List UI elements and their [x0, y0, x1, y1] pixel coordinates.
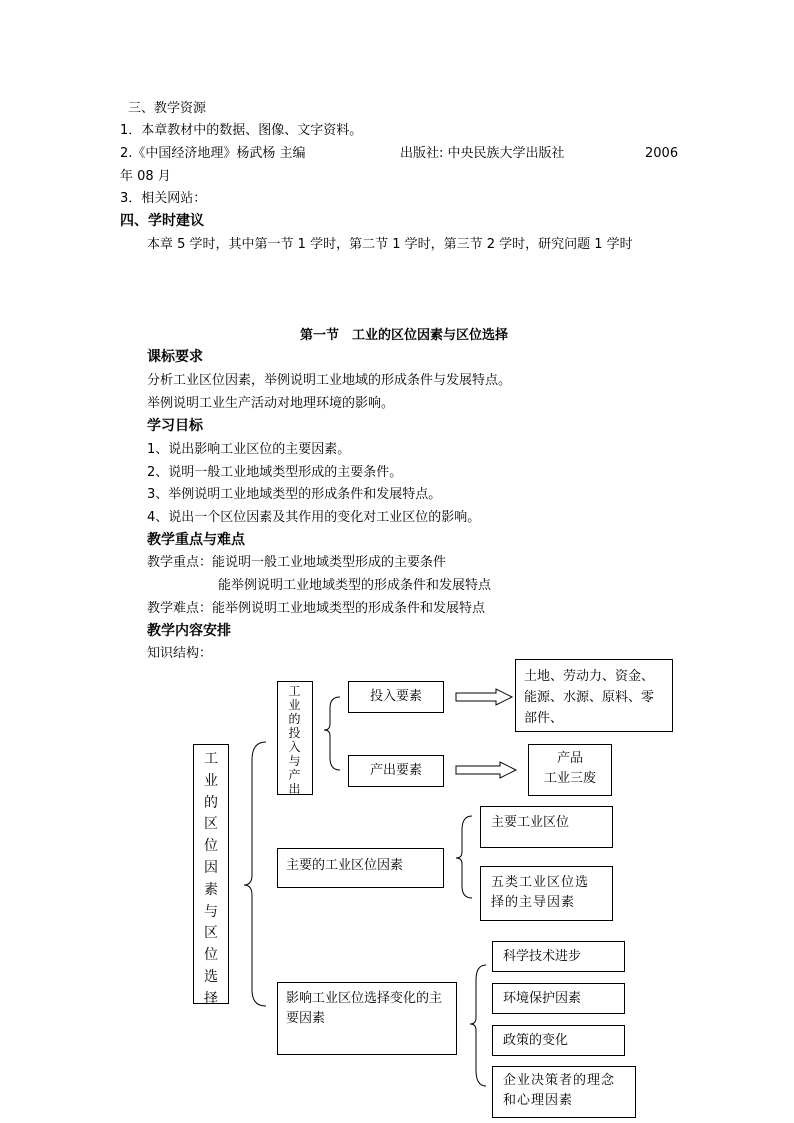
key-heading: 教学重点与难点: [147, 532, 245, 548]
resources-item-3: 3．相关网站：: [120, 191, 207, 206]
io-brace: [324, 697, 340, 770]
goal-3: 3、举例说明工业地域类型的形成条件和发展特点。: [147, 487, 442, 502]
diagram-main-1: 主要工业区位: [480, 806, 613, 848]
resources-item-2-year: 2006: [645, 146, 679, 161]
structure-label: 知识结构：: [147, 646, 213, 661]
diagram-root: [193, 744, 229, 1007]
goal-1: 1、说出影响工业区位的主要因素。: [147, 442, 351, 457]
diagram-change-3: 政策的变化: [492, 1025, 625, 1056]
diagram-input-detail: 土地、劳动力、资金、能源、水源、原料、零部件、: [515, 659, 673, 732]
resources-item-2-book: 2.《中国经济地理》杨武杨 主编: [120, 146, 306, 161]
diagram-branch-io-text: 工业的投入与产出: [288, 684, 301, 796]
resources-heading: 三、教学资源: [128, 101, 207, 116]
goal-2: 2、说明一般工业地域类型形成的主要条件。: [147, 465, 403, 480]
diagram-output-text: 产出要素: [369, 763, 422, 778]
standard-1: 分析工业区位因素，举例说明工业地域的形成条件与发展特点。: [147, 373, 512, 388]
resources-item-1: 1．本章教材中的数据、图像、文字资料。: [120, 123, 363, 138]
root-brace: [244, 742, 266, 1006]
diagram-branch-main: 主要的工业区位因素: [277, 848, 444, 888]
diagram-change-2: 环境保护因素: [492, 983, 625, 1014]
key-point-2: 能举例说明工业地域类型的形成条件和发展特点: [218, 578, 492, 593]
resources-item-2-month: 年 08 月: [120, 169, 171, 184]
diagram-output-waste: 工业三废: [543, 771, 596, 786]
diagram-output: [348, 755, 444, 787]
diagram-branch-io: [277, 681, 313, 795]
main-brace: [456, 816, 472, 898]
change-brace: [470, 965, 486, 1086]
output-arrow: [456, 762, 516, 778]
diagram-main-2: 五类工业区位选择的主导因素: [480, 866, 613, 921]
difficult-point: 教学难点：能举例说明工业地域类型的形成条件和发展特点: [147, 601, 486, 616]
diagram-branch-change: 影响工业区位选择变化的主要因素: [277, 982, 457, 1055]
content-heading: 教学内容安排: [147, 623, 231, 639]
hours-heading: 四、学时建议: [120, 213, 204, 229]
key-point-1: 教学重点：能说明一般工业地域类型形成的主要条件: [147, 555, 447, 570]
diagram-root-text: 工业的区位因素与区位选择: [204, 751, 218, 1007]
diagram-change-1: 科学技术进步: [492, 941, 625, 972]
diagram-output-detail: [528, 744, 612, 796]
hours-text: 本章 5 学时，其中第一节 1 学时，第二节 1 学时，第三节 2 学时，研究问题 1 学时: [147, 237, 633, 252]
standard-2: 举例说明工业生产活动对地理环境的影响。: [147, 396, 395, 411]
resources-item-2-publisher: 出版社: 中央民族大学出版社: [400, 146, 565, 161]
standard-heading: 课标要求: [147, 349, 203, 365]
goals-heading: 学习目标: [147, 418, 203, 434]
diagram-change-4: 企业决策者的理念和心理因素: [492, 1066, 636, 1118]
input-arrow: [456, 689, 512, 705]
diagram-input: 投入要素: [348, 681, 444, 713]
goal-4: 4、说出一个区位因素及其作用的变化对工业区位的影响。: [147, 510, 481, 525]
diagram-output-product: 产品: [556, 751, 583, 766]
section-title: 第一节 工业的区位因素与区位选择: [300, 328, 509, 343]
